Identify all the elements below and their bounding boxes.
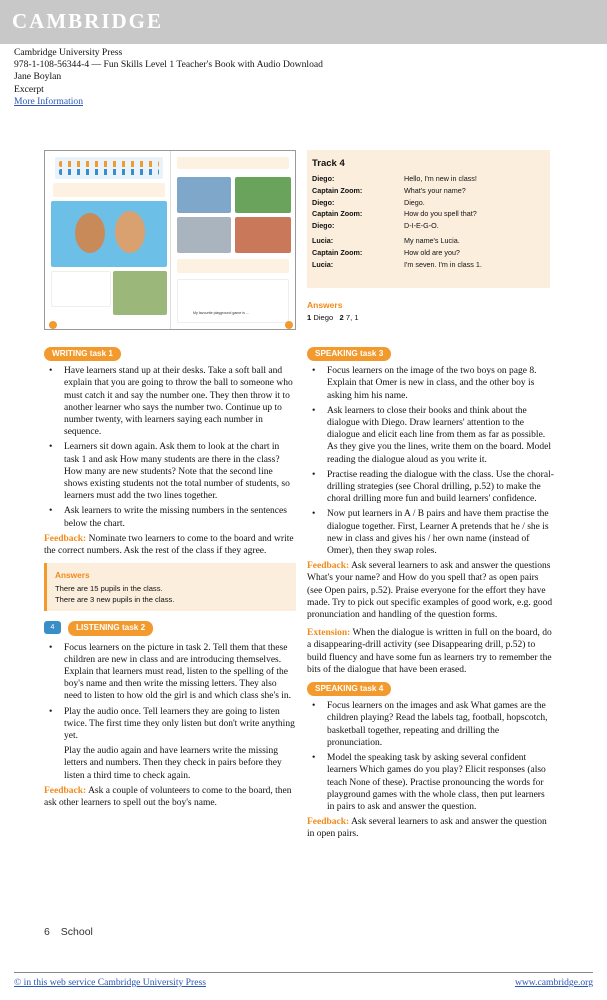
cambridge-logo: CAMBRIDGE: [12, 9, 164, 33]
speaking-task-3-badge: SPEAKING task 3: [307, 347, 391, 361]
list-item: • Ask learners to write the missing numbers in the sentences below the chart.: [44, 505, 296, 529]
list-item: • Model the speaking task by asking several confident learners Which games do you play? Elicit responses (also teach None of these). Practise pronouncing the words for playground games with the whole class, then put learners in pairs to ask and answer the question.: [307, 752, 554, 813]
speaking4-bullets: [307, 700, 554, 813]
thumbnail-left-page: [45, 151, 171, 330]
header-banner: [0, 0, 607, 44]
pupils-row-illustration: [59, 161, 159, 167]
student-book-thumbnail: [44, 150, 296, 330]
website-link[interactable]: www.cambridge.org: [514, 977, 593, 988]
extension: Extension: When the dialogue is written in full on the board, do a disappearing-drill activity (see Disappearing drill, p.52) to build fluency and have some fun as learners try to remember the bits of the dialogue that have been erased.: [307, 628, 552, 675]
speaking3-feedback: Feedback: Ask several learners to ask and answer the questions What's your name? and How do you spell that? as open pairs (see Open pairs, p.52). Praise everyone for the effort they have made. Try to pick out specific examples of good work, e.g. good pronunciation and handling of the question forms.: [307, 561, 553, 621]
transcript-line: Diego: Hello, I'm new in class!: [312, 174, 477, 183]
task-header: [177, 259, 289, 273]
sentence-box: [53, 183, 165, 197]
tag-photo: [177, 177, 231, 213]
list-item: • Now put learners in A / B pairs and have them practise the dialogue together. First, Learner A pretends that he / she is new in class and gives his / her own name (instead of Omer), then they swap roles.: [307, 508, 554, 557]
track-answers: [307, 300, 359, 322]
thumbnail-right-page: [171, 151, 296, 330]
transcript-line: Lucia: My name's Lucia.: [312, 235, 460, 245]
list-item: • Have learners stand up at their desks. Take a soft ball and explain that you are going to throw the ball to someone who must catch it and say the number one. They then throw it to another learner who says the number two. Continue up to number twenty, with learners saying each number in sequence.: [44, 365, 296, 438]
author: Jane Boylan: [14, 71, 62, 83]
girl-illustration: [75, 213, 105, 253]
writing-task-1-badge: WRITING task 1: [44, 347, 121, 361]
copyright: [14, 977, 206, 988]
list-item: • Focus learners on the picture in task 2. Tell them that these children are new in class and are introducing themselves. Explain that learners must read, listen to the spelling of the boy's name and then write the missing letters. They also need to listen to how old the girl is and which class she's in.: [44, 642, 296, 703]
transcript-line: Diego: Diego.: [312, 197, 425, 207]
answer-line: There are 15 pupils in the class.: [55, 584, 163, 594]
left-column: [44, 347, 296, 815]
list-item: • Play the audio once. Tell learners they are going to listen twice. The first time they only listen but don't write anything yet.: [44, 706, 296, 743]
basketball-photo: [235, 217, 291, 253]
answers-heading: Answers: [307, 300, 343, 310]
more-information-link[interactable]: More Information: [14, 95, 84, 107]
footer-divider: [14, 972, 593, 973]
drawing-box: [177, 279, 289, 323]
speaking4-feedback: Feedback: Ask several learners to ask and answer the question in open pairs.: [307, 817, 547, 840]
listening-bullets: [44, 642, 296, 743]
speaking3-bullets: [307, 365, 554, 557]
isbn-line: 978-1-108-56344-4 — Fun Skills Level 1 Teacher's Book with Audio Download: [14, 59, 323, 71]
page-number: 6: [44, 926, 50, 938]
answers-heading: Answers: [55, 570, 90, 581]
publisher: Cambridge University Press: [14, 47, 123, 58]
track-title: Track 4: [312, 158, 345, 169]
list-item: • Ask learners to close their books and think about the dialogue with Diego. Draw learners' attention to the dialogue and elicit each line from them as far as possible. As they give you the lines, write them on the board. Model reading the dialogue aloud as you write it.: [307, 405, 554, 466]
transcript-line: Captain Zoom: What's your name?: [312, 185, 466, 195]
task-header: [177, 157, 289, 169]
hopscotch-photo: [177, 217, 231, 253]
list-item: • Learners sit down again. Ask them to look at the chart in task 1 and ask How many students are there in the class? How many are new students? Note that the second line shows existing students not the total number of students, so learners must add the two lines together.: [44, 441, 296, 502]
transcript-line: Diego: D-I-E-G-O.: [312, 221, 439, 231]
website: [515, 977, 593, 988]
thumbnail-caption: My favourite playground game is ...: [193, 311, 249, 315]
writing-bullets: [44, 365, 296, 530]
book-meta: [14, 47, 323, 108]
children-photo: [51, 201, 167, 267]
answers-box: [44, 563, 296, 611]
football-photo: [235, 177, 291, 213]
right-column: [307, 347, 554, 847]
answers-text: 1 Diego 2 7, 1: [307, 313, 359, 322]
section-name: School: [60, 926, 93, 938]
list-item: • Focus learners on the image of the two boys on page 8. Explain that Omer is new in class, and the other boy is asking him his name.: [307, 365, 554, 402]
audio-track-icon: 4: [44, 621, 61, 634]
two-boys-photo: [113, 271, 167, 315]
transcript-line: Captain Zoom: How do you spell that?: [312, 209, 477, 219]
listening-task-header: [44, 621, 296, 639]
transcript-line: Lucia: I'm seven. I'm in class 1.: [312, 259, 482, 269]
listening-task-2-badge: LISTENING task 2: [68, 621, 153, 635]
list-item: • Practise reading the dialogue with the class. Use the choral-drilling strategies (see Choral drilling, p.52) to make the choral drilling more fun and build learners' confidence.: [307, 469, 554, 506]
track-transcript: [307, 150, 550, 288]
copyright-link[interactable]: © in this web service Cambridge University Press: [14, 977, 206, 988]
speaking-task-4-badge: SPEAKING task 4: [307, 682, 391, 696]
page-number-dot: [49, 321, 57, 329]
boy-illustration: [115, 211, 145, 253]
pupils-row-illustration: [59, 169, 159, 175]
writing-feedback: Feedback: Nominate two learners to come to the board and write the correct numbers. Ask the rest of the class if they agree.: [44, 533, 294, 557]
transcript-line: Captain Zoom: How old are you?: [312, 247, 460, 257]
listening-feedback: Feedback: Ask a couple of volunteers to come to the board, then ask other learners to spell out the boy's name.: [44, 785, 292, 809]
page-number-dot: [285, 321, 293, 329]
excerpt-label: Excerpt: [14, 83, 44, 95]
questions-list: [51, 271, 111, 307]
list-item: • Focus learners on the images and ask What games are the children playing? Read the labels tag, football, hopscotch, basketball together, repeating and drilling the pronunciation.: [307, 700, 554, 749]
answer-line: There are 3 new pupils in the class.: [55, 594, 175, 604]
listening-paragraph: Play the audio again and have learners write the missing letters and numbers. Then they check in pairs before they listen a third time to check again.: [64, 746, 282, 781]
page-footer: [44, 926, 101, 938]
